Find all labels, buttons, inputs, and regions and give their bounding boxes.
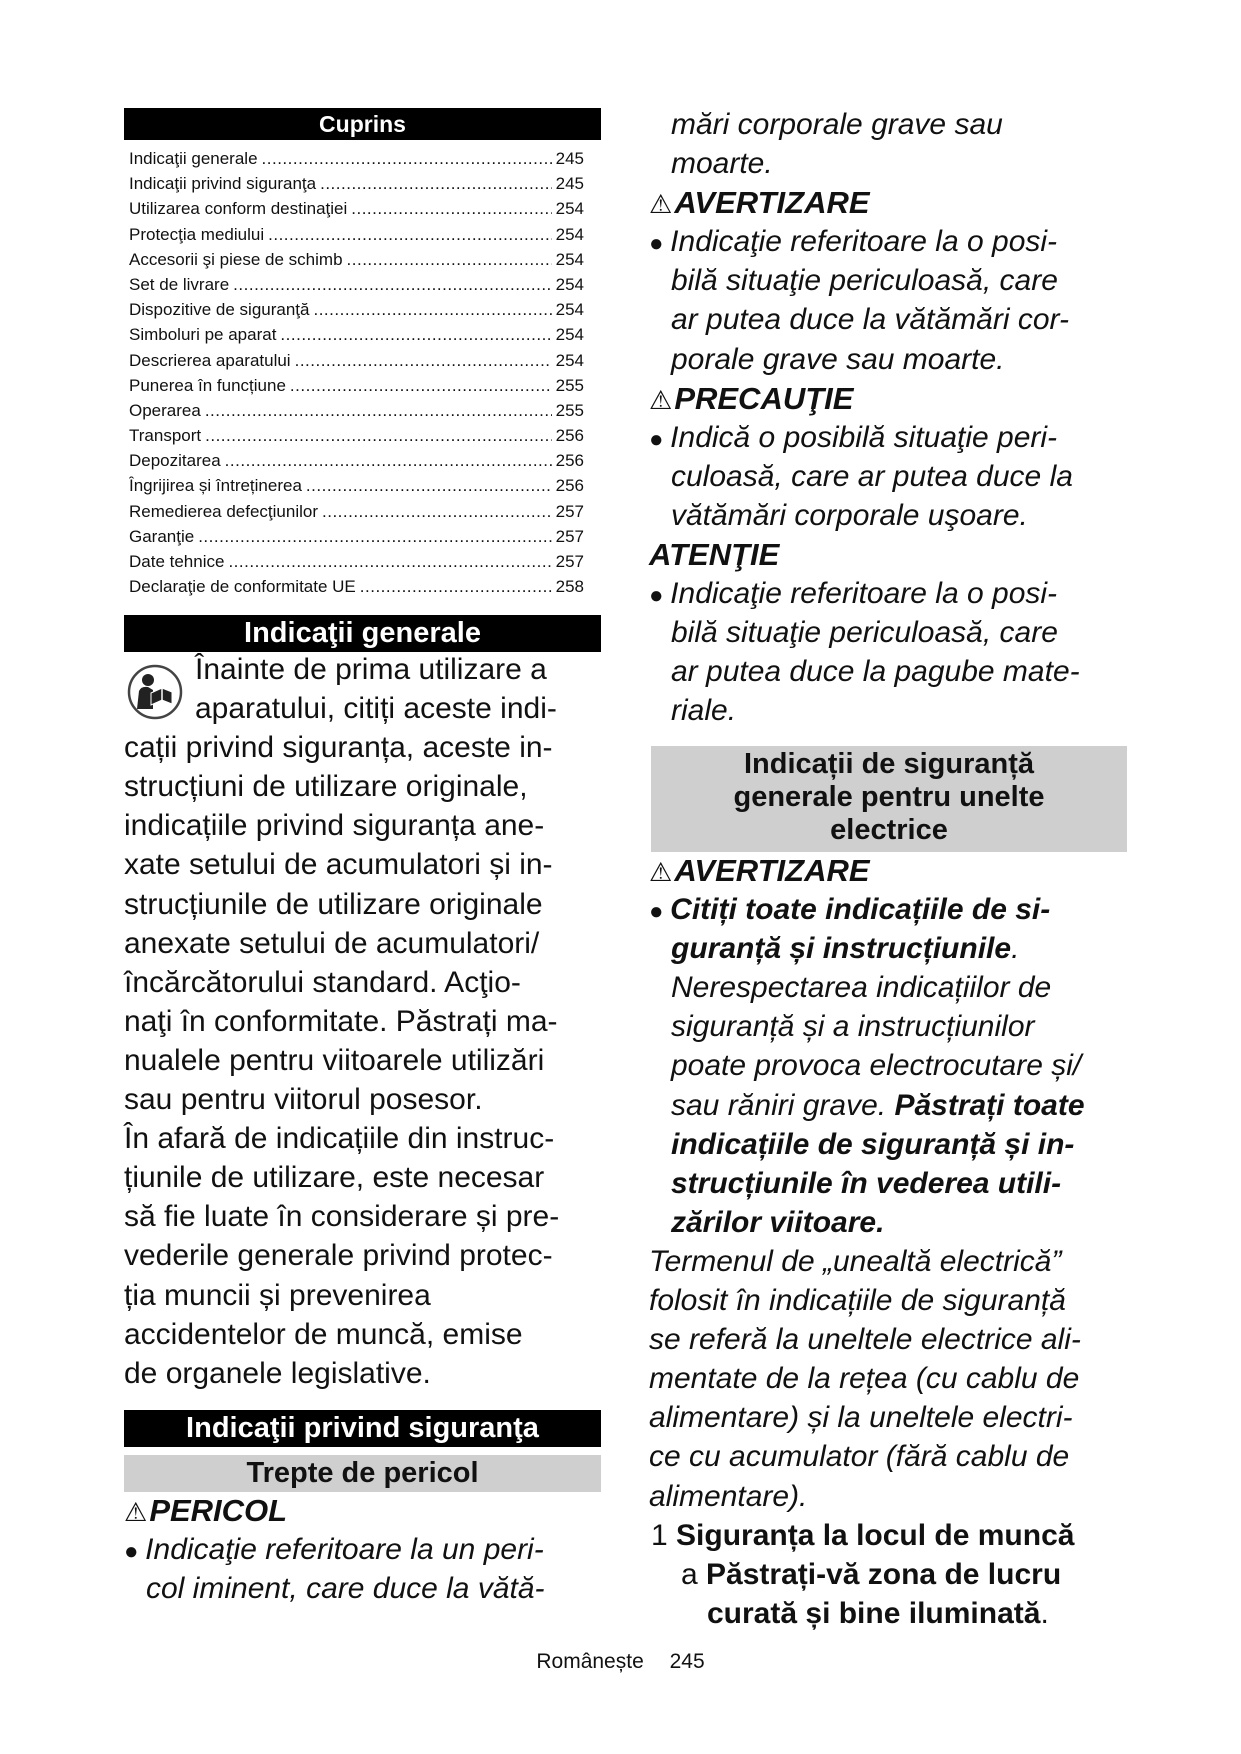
body-line: să fie luate în considerare și pre- bbox=[124, 1200, 560, 1234]
toc-entry-page: 254 bbox=[555, 224, 584, 244]
toc-entry-label: Punerea în funcțiune bbox=[129, 375, 286, 395]
toc-entry-page: 257 bbox=[555, 501, 584, 521]
text-segment: col iminent, care duce la vătă- bbox=[146, 1572, 545, 1606]
section-heading-safety: Indicaţii privind siguranţa bbox=[124, 1410, 601, 1447]
body-line: nualele pentru viitoarele utilizări bbox=[124, 1043, 545, 1077]
text-segment: bilă situaţie periculoasă, care bbox=[671, 264, 1058, 298]
toc-entry-label: Transport bbox=[129, 426, 202, 446]
text-line bbox=[649, 968, 1085, 1007]
text-line bbox=[649, 300, 1080, 339]
body-line: Înainte de prima utilizare a bbox=[195, 653, 547, 686]
body-line: vederile generale privind protec- bbox=[124, 1239, 553, 1273]
body-line: indicațiile privind siguranța ane- bbox=[124, 809, 545, 843]
text-segment: mentate de la rețea (cu cablu de bbox=[649, 1362, 1080, 1396]
text-line bbox=[649, 652, 1080, 691]
toc-leader-dots bbox=[268, 222, 552, 247]
danger-levels-left bbox=[124, 1491, 545, 1608]
bullet-icon: ● bbox=[649, 425, 671, 453]
text-segment: mări corporale grave sau bbox=[671, 108, 1003, 141]
warning-triangle-icon: ⚠ bbox=[649, 384, 673, 415]
toc-entry-label: Garanţie bbox=[129, 526, 195, 546]
toc-entry-page: 254 bbox=[555, 274, 584, 294]
text-line bbox=[649, 261, 1080, 300]
toc-entry[interactable] bbox=[129, 146, 584, 171]
text-line bbox=[649, 222, 1080, 261]
toc-title: Cuprins bbox=[124, 108, 601, 140]
text-line bbox=[649, 613, 1080, 652]
bullet-icon: ● bbox=[649, 230, 671, 258]
toc-entry-label: Date tehnice bbox=[129, 552, 225, 571]
toc-entry[interactable] bbox=[129, 524, 584, 549]
body-line: strucțiunile de utilizare originale bbox=[124, 887, 543, 921]
toc-entry[interactable] bbox=[129, 322, 584, 347]
text-segment: . bbox=[1040, 1596, 1049, 1630]
body-line: cații privind siguranța, aceste in- bbox=[124, 731, 553, 765]
text-segment: indicațiile de siguranță și in- bbox=[671, 1127, 1075, 1161]
footer-language: Românește bbox=[536, 1650, 644, 1673]
body-line: de organele legislative. bbox=[124, 1356, 431, 1390]
text-line bbox=[649, 1555, 1085, 1594]
toc-entry[interactable] bbox=[129, 196, 584, 221]
toc-leader-dots bbox=[351, 196, 551, 221]
text-segment: poate provoca electrocutare și/ bbox=[671, 1049, 1082, 1083]
warning-triangle-icon: ⚠ bbox=[649, 189, 673, 220]
text-line bbox=[649, 340, 1080, 379]
toc-entry-page: 257 bbox=[555, 526, 584, 546]
warning-heading bbox=[649, 379, 1080, 418]
body-line: aparatului, citiți aceste indi- bbox=[195, 692, 557, 726]
text-segment: curată și bine iluminată bbox=[707, 1596, 1041, 1630]
section-heading-general: Indicaţii generale bbox=[124, 615, 601, 652]
toc-leader-dots bbox=[290, 373, 552, 398]
text-segment: 1 bbox=[651, 1518, 677, 1552]
warning-heading bbox=[649, 851, 1085, 890]
text-segment: Indicaţie referitoare la o posi- bbox=[670, 577, 1058, 611]
text-line bbox=[649, 1203, 1085, 1242]
text-line bbox=[649, 890, 1085, 929]
toc-entry-page: 254 bbox=[555, 350, 584, 370]
footer-page-number: 245 bbox=[669, 1650, 705, 1673]
text-line bbox=[649, 1359, 1085, 1398]
text-segment: a bbox=[681, 1557, 707, 1591]
body-line: strucțiuni de utilizare originale, bbox=[124, 770, 528, 804]
text-line bbox=[649, 105, 1080, 144]
toc-leader-dots bbox=[306, 473, 552, 498]
body-line: naţi în conformitate. Păstrați ma- bbox=[124, 1004, 558, 1038]
text-segment: Indică o posibilă situaţie peri- bbox=[670, 420, 1058, 454]
bullet-icon: ● bbox=[649, 898, 671, 926]
toc-entry-page: 258 bbox=[555, 577, 584, 597]
toc-leader-dots bbox=[262, 146, 552, 171]
toc-entry-page: 245 bbox=[555, 174, 584, 194]
toc-entry-page: 245 bbox=[555, 149, 584, 168]
toc-entry[interactable] bbox=[129, 549, 584, 574]
text-line bbox=[649, 1594, 1085, 1633]
toc-leader-dots bbox=[322, 499, 552, 524]
toc-entry[interactable] bbox=[129, 272, 584, 297]
text-line bbox=[649, 574, 1080, 613]
text-line bbox=[649, 144, 1080, 183]
body-line: accidentelor de muncă, emise bbox=[124, 1317, 523, 1351]
body-line: țiunile de utilizare, este necesar bbox=[124, 1161, 545, 1195]
text-line bbox=[649, 1320, 1085, 1359]
toc-entry-label: Declaraţie de conformitate UE bbox=[129, 577, 356, 597]
table-of-contents bbox=[129, 146, 584, 599]
text-segment: culoasă, care ar putea duce la bbox=[671, 459, 1073, 493]
warning-triangle-icon: ⚠ bbox=[649, 857, 673, 887]
warning-heading bbox=[124, 1491, 545, 1530]
toc-leader-dots bbox=[295, 348, 552, 373]
general-body-text bbox=[124, 650, 559, 1393]
text-segment: Păstrați-vă zona de lucru bbox=[706, 1557, 1062, 1591]
toc-entry[interactable] bbox=[129, 398, 584, 423]
text-segment: AVERTIZARE bbox=[674, 853, 870, 888]
box-title-line: Indicații de siguranță bbox=[743, 748, 1035, 780]
toc-entry-label: Indicaţii generale bbox=[129, 149, 258, 168]
toc-entry[interactable] bbox=[129, 423, 584, 448]
toc-entry[interactable] bbox=[129, 499, 584, 524]
text-segment: folosit în indicațiile de siguranță bbox=[649, 1284, 1066, 1318]
text-line bbox=[649, 1125, 1085, 1164]
text-segment: zărilor viitoare. bbox=[671, 1205, 885, 1239]
text-line bbox=[649, 1281, 1085, 1320]
text-line bbox=[649, 1437, 1085, 1476]
toc-leader-dots bbox=[205, 398, 552, 423]
toc-entry[interactable] bbox=[129, 574, 584, 599]
text-segment: alimentare) și la uneltele electri- bbox=[649, 1401, 1073, 1435]
toc-leader-dots bbox=[205, 423, 552, 448]
body-line: În afară de indicațiile din instruc- bbox=[124, 1122, 555, 1156]
text-segment: alimentare). bbox=[649, 1479, 808, 1513]
subheading-danger-levels: Trepte de pericol bbox=[124, 1455, 601, 1492]
toc-entry-page: 256 bbox=[555, 476, 584, 496]
subheading-power-tools-safety bbox=[651, 746, 1127, 852]
text-segment: ce cu acumulator (fără cablu de bbox=[649, 1440, 1070, 1474]
toc-leader-dots bbox=[347, 247, 552, 272]
toc-entry-page: 256 bbox=[555, 451, 584, 471]
text-segment: AVERTIZARE bbox=[674, 185, 870, 221]
page-footer bbox=[0, 1650, 1241, 1674]
toc-entry-label: Utilizarea conform destinaţiei bbox=[129, 199, 348, 219]
body-line: sau pentru viitorul posesor. bbox=[124, 1083, 483, 1117]
box-title-line: electrice bbox=[830, 814, 948, 846]
toc-leader-dots bbox=[280, 322, 551, 347]
text-segment: moarte. bbox=[671, 147, 773, 181]
danger-levels-right bbox=[649, 105, 1080, 731]
text-segment: bilă situaţie periculoasă, care bbox=[671, 616, 1058, 650]
box-title-line: generale pentru unelte bbox=[733, 781, 1045, 813]
toc-entry[interactable] bbox=[129, 222, 584, 247]
toc-leader-dots bbox=[320, 171, 552, 196]
toc-entry[interactable] bbox=[129, 297, 584, 322]
body-line: anexate setului de acumulatori/ bbox=[124, 926, 540, 960]
text-line bbox=[649, 1086, 1085, 1125]
text-line bbox=[649, 691, 1080, 730]
text-segment: guranță și instrucțiunile bbox=[671, 932, 1012, 966]
text-segment: sau răniri grave. bbox=[671, 1088, 895, 1122]
toc-entry-label: Simboluri pe aparat bbox=[129, 325, 277, 345]
warning-triangle-icon: ⚠ bbox=[124, 1497, 148, 1527]
toc-entry[interactable] bbox=[129, 448, 584, 473]
body-line: ția muncii și prevenirea bbox=[124, 1278, 431, 1312]
text-segment: Siguranța la locul de muncă bbox=[676, 1518, 1075, 1552]
toc-entry-page: 255 bbox=[555, 375, 584, 395]
toc-entry[interactable] bbox=[129, 373, 584, 398]
text-segment: ar putea duce la vătămări cor- bbox=[671, 303, 1069, 337]
text-line bbox=[649, 1242, 1085, 1281]
text-line bbox=[124, 1569, 545, 1608]
toc-entry-label: Indicaţii privind siguranţa bbox=[129, 174, 317, 194]
text-line bbox=[649, 929, 1085, 968]
text-line bbox=[649, 1477, 1085, 1516]
text-segment: ar putea duce la pagube mate- bbox=[671, 655, 1080, 689]
text-line bbox=[649, 1046, 1085, 1085]
bullet-icon: ● bbox=[124, 1538, 146, 1566]
toc-entry-label: Dispozitive de siguranţă bbox=[129, 300, 310, 320]
toc-entry-page: 255 bbox=[555, 400, 584, 420]
text-segment: Citiți toate indicațiile de si- bbox=[670, 893, 1051, 927]
text-segment: Nerespectarea indicațiilor de bbox=[671, 971, 1052, 1005]
toc-entry-label: Protecţia mediului bbox=[129, 224, 265, 244]
text-line bbox=[649, 457, 1080, 496]
toc-entry[interactable] bbox=[129, 348, 584, 373]
warning-heading bbox=[649, 535, 1080, 574]
toc-entry[interactable] bbox=[129, 473, 584, 498]
toc-entry-page: 257 bbox=[555, 552, 584, 571]
text-line bbox=[649, 1164, 1085, 1203]
text-segment: riale. bbox=[671, 694, 737, 728]
bullet-icon: ● bbox=[649, 582, 671, 610]
toc-entry[interactable] bbox=[129, 247, 584, 272]
text-line bbox=[649, 1516, 1085, 1555]
text-segment: strucțiunile în vederea utili- bbox=[671, 1166, 1062, 1200]
text-line bbox=[649, 418, 1080, 457]
toc-entry-label: Remedierea defecţiunilor bbox=[129, 501, 318, 521]
toc-leader-dots bbox=[313, 297, 551, 322]
body-line: încărcătorului standard. Acţio- bbox=[124, 965, 521, 999]
toc-leader-dots bbox=[228, 549, 551, 574]
toc-leader-dots bbox=[198, 524, 551, 549]
text-segment: vătămări corporale uşoare. bbox=[671, 498, 1028, 532]
warning-heading bbox=[649, 183, 1080, 222]
toc-entry-label: Set de livrare bbox=[129, 274, 230, 294]
body-line: xate setului de acumulatori și in- bbox=[124, 848, 553, 882]
text-segment: porale grave sau moarte. bbox=[671, 342, 1005, 376]
text-line bbox=[124, 1530, 545, 1569]
text-segment: . bbox=[1011, 932, 1020, 966]
text-segment: Păstrați toate bbox=[894, 1088, 1085, 1122]
text-line bbox=[649, 1398, 1085, 1437]
toc-entry-label: Depozitarea bbox=[129, 451, 221, 471]
toc-entry-page: 254 bbox=[555, 325, 584, 345]
toc-entry-label: Îngrijirea și întreținerea bbox=[129, 476, 302, 496]
toc-leader-dots bbox=[225, 448, 552, 473]
toc-entry-page: 256 bbox=[555, 426, 584, 446]
text-segment: se referă la uneltele electrice ali- bbox=[649, 1323, 1081, 1357]
text-segment: Indicaţie referitoare la un peri- bbox=[145, 1533, 544, 1567]
text-segment: siguranță și a instrucțiunilor bbox=[671, 1010, 1035, 1044]
text-line bbox=[649, 496, 1080, 535]
text-segment: Termenul de „unealtă electrică” bbox=[649, 1244, 1062, 1278]
toc-entry-page: 254 bbox=[555, 249, 584, 269]
text-line bbox=[649, 1007, 1085, 1046]
toc-leader-dots bbox=[360, 574, 552, 599]
text-segment: PERICOL bbox=[149, 1493, 288, 1528]
power-tools-safety-text bbox=[649, 851, 1085, 1633]
text-segment: Indicaţie referitoare la o posi- bbox=[670, 225, 1058, 259]
toc-entry-page: 254 bbox=[555, 199, 584, 219]
toc-entry-label: Descrierea aparatului bbox=[129, 350, 291, 370]
toc-leader-dots bbox=[233, 272, 551, 297]
text-segment: ATENŢIE bbox=[649, 537, 780, 573]
toc-entry-label: Accesorii şi piese de schimb bbox=[129, 249, 343, 269]
text-segment: PRECAUŢIE bbox=[674, 380, 854, 416]
toc-entry[interactable] bbox=[129, 171, 584, 196]
toc-entry-page: 254 bbox=[555, 300, 584, 320]
toc-entry-label: Operarea bbox=[129, 400, 201, 420]
